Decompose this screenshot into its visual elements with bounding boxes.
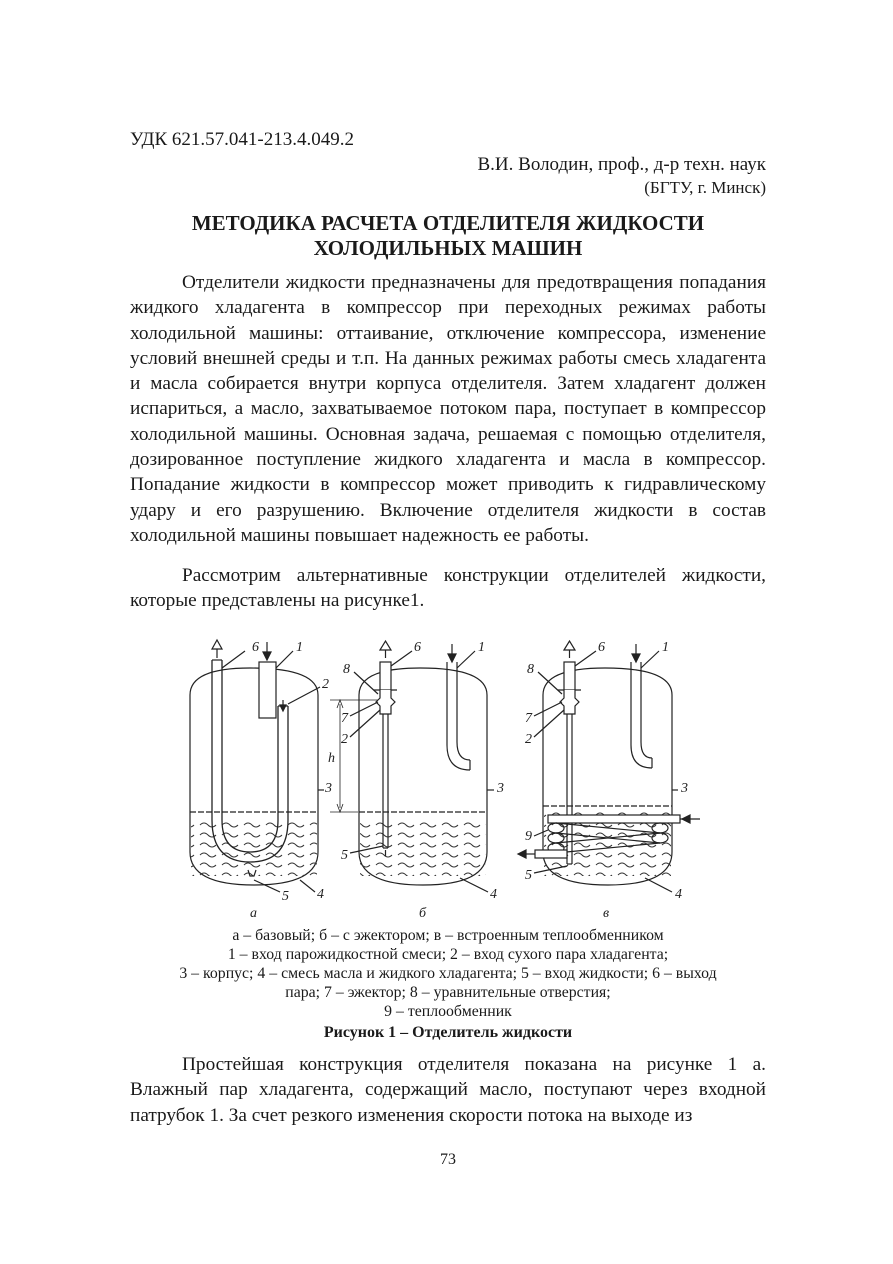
label-1-c: 1 (662, 640, 669, 655)
label-2-a: 2 (322, 677, 329, 692)
label-9-c: 9 (525, 829, 532, 844)
figure-caption (130, 926, 766, 1021)
label-6-c: 6 (598, 640, 605, 655)
title-line-1: МЕТОДИКА РАСЧЕТА ОТДЕЛИТЕЛЯ ЖИДКОСТИ (191, 211, 705, 235)
label-5-b: 5 (341, 848, 348, 863)
sub-label-b: б (419, 906, 427, 921)
label-h-b: h (328, 751, 335, 766)
label-1-a: 1 (296, 640, 303, 655)
label-6-b: 6 (414, 640, 421, 655)
paragraph-1-text: Отделители жидкости предназначены для предотвращения попадания жидкого хладагента в компрессор при переходных режимах работы холодильной машины: оттаивание, отключение компрессора, изменение условий внешней среды и т.п. На данных режимах работы смесь хладагента и масла собирается внутри корпуса отделителя. Затем хладагент должен испариться, а масло, захватываемое потоком пара, поступает в компрессор холодильной машины. Основная задача, решаемая с помощью отделителя, дозированное поступление жидкого хладагента и масла в компрессор. Попадание жидкости в компрессор может приводить к гидравлическому удару и его разрушению. Включение отделителя жидкости в состав холодильной машины повышает надежность ее работы. (130, 272, 766, 546)
sub-label-a: а (250, 906, 257, 921)
paragraph-3-text: Простейшая конструкция отделителя показана на рисунке 1 а. Влажный пар хладагента, содержащий масло, поступают через входной патрубок 1. За счет резкого изменения скорости потока на выходе из (130, 1054, 766, 1126)
label-3-a: 3 (325, 781, 332, 796)
caption-line-2: 1 – вход парожидкостной смеси; 2 – вход сухого пара хладагента; (227, 946, 669, 963)
paragraph-2-text: Рассмотрим альтернативные конструкции отделителей жидкости, которые представлены на рисунке1. (130, 565, 766, 612)
diagram-a-basic (190, 640, 332, 921)
author-line: В.И. Володин, проф., д-р техн. наук (477, 154, 766, 175)
caption-line-1: а – базовый; б – с эжектором; в – встроенным теплообменником (232, 927, 664, 944)
diagram-c-heat-exchanger (518, 640, 700, 921)
label-8-b: 8 (343, 662, 350, 677)
diagram-b-ejector (328, 640, 504, 921)
paragraph-3 (130, 1052, 766, 1128)
figure-title: Рисунок 1 – Отделитель жидкости (323, 1024, 573, 1041)
label-7-b: 7 (341, 711, 348, 726)
label-4-a: 4 (317, 887, 324, 902)
title-line-2: ХОЛОДИЛЬНЫХ МАШИН (313, 236, 583, 260)
caption-line-3: 3 – корпус; 4 – смесь масла и жидкого хладагента; 5 – вход жидкости; 6 – выход (179, 965, 717, 982)
label-1-b: 1 (478, 640, 485, 655)
label-3-c: 3 (681, 781, 688, 796)
udk-code: УДК 621.57.041-213.4.049.2 (130, 129, 354, 150)
label-7-c: 7 (525, 711, 532, 726)
label-3-b: 3 (497, 781, 504, 796)
affiliation-line: (БГТУ, г. Минск) (644, 178, 766, 197)
caption-line-5: 9 – теплообменник (384, 1003, 512, 1020)
page-number: 73 (440, 1151, 456, 1168)
label-4-c: 4 (675, 887, 682, 902)
label-2-c: 2 (525, 732, 532, 747)
label-5-c: 5 (525, 868, 532, 883)
label-5-a: 5 (282, 889, 289, 904)
sub-label-c: в (603, 906, 610, 921)
label-8-c: 8 (527, 662, 534, 677)
label-6-a: 6 (252, 640, 259, 655)
label-2-b: 2 (341, 732, 348, 747)
caption-line-4: пара; 7 – эжектор; 8 – уравнительные отверстия; (285, 984, 611, 1001)
label-4-b: 4 (490, 887, 497, 902)
